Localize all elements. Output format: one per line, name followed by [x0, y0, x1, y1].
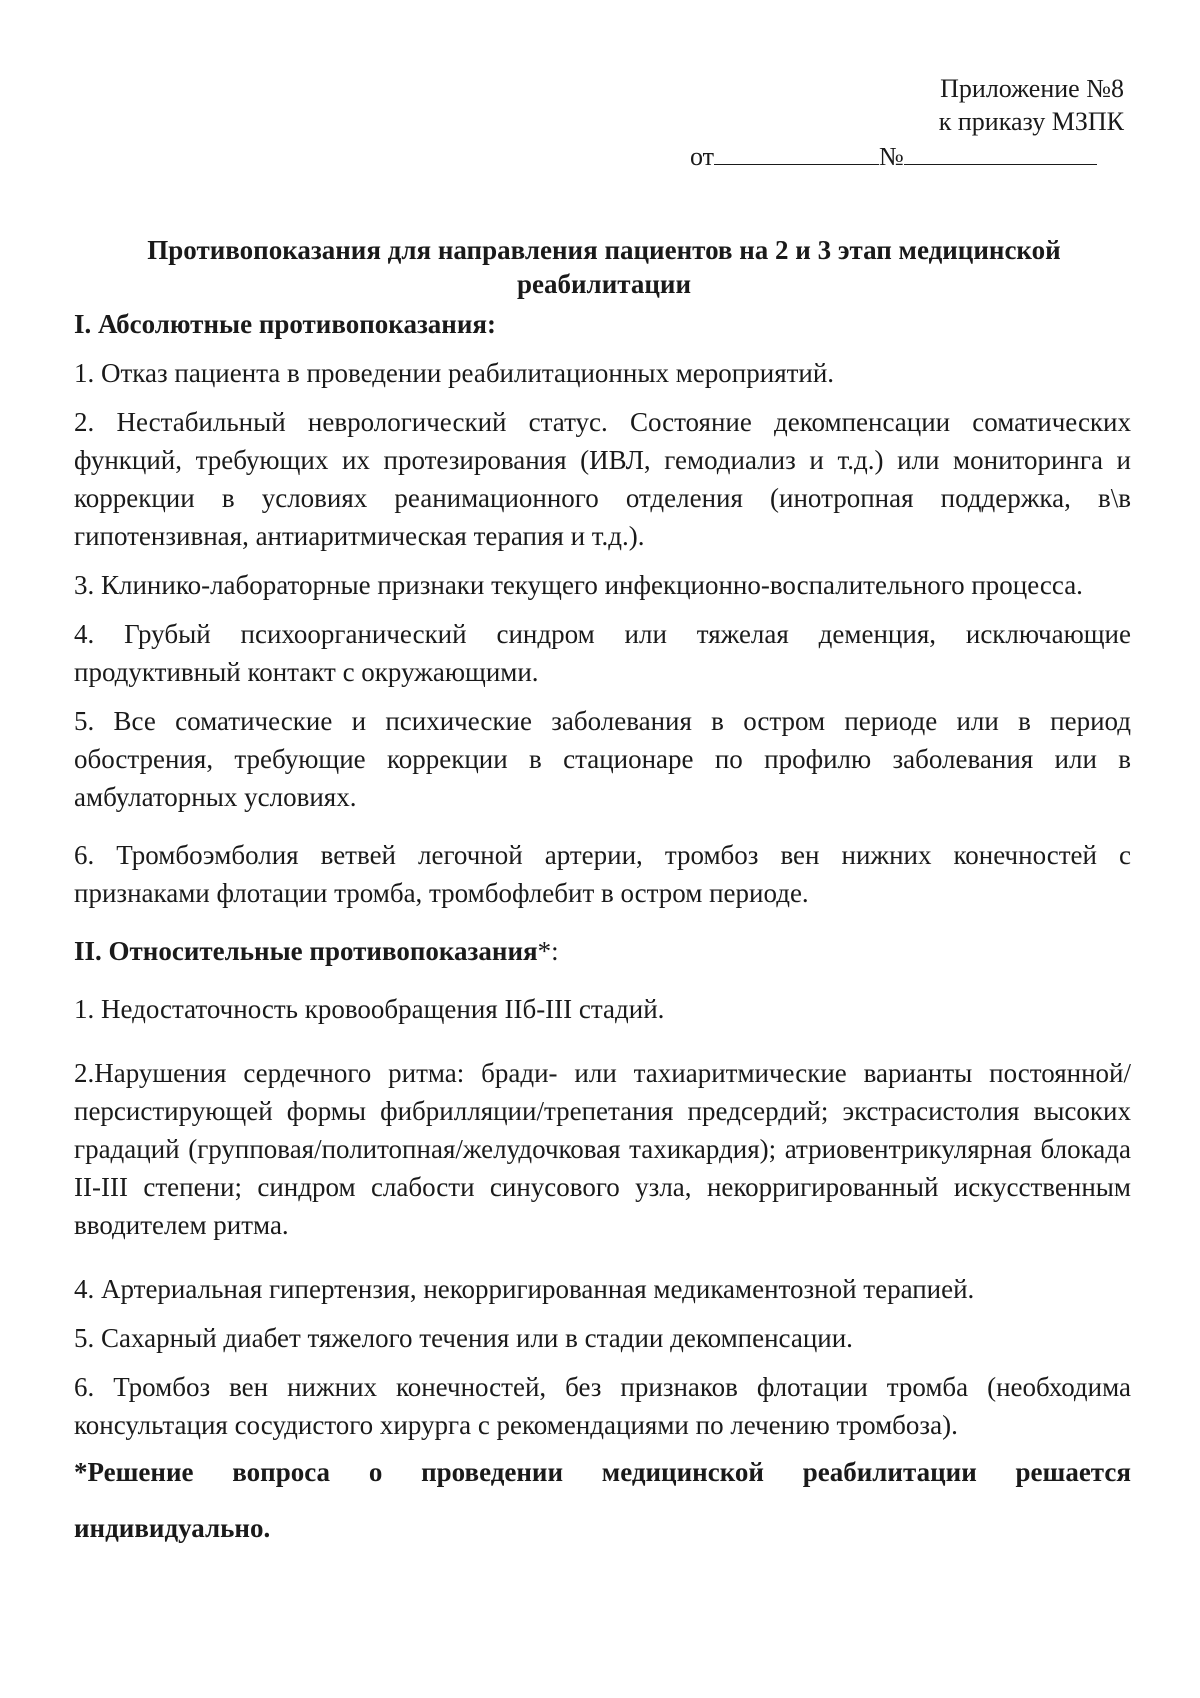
- absolute-item-5: 5. Все соматические и психические заболевания в остром периоде или в период обострения, требующие коррекции в стационаре по профилю заболевания или в амбулаторных условиях.: [74, 706, 1131, 812]
- absolute-item-3: 3. Клинико-лабораторные признаки текущего инфекционно-воспалительного процесса.: [74, 570, 1083, 600]
- section-absolute-heading: I. Абсолютные противопоказания:: [74, 309, 497, 339]
- date-blank: [714, 138, 879, 165]
- absolute-item-1: 1. Отказ пациента в проведении реабилитационных мероприятий.: [74, 358, 835, 388]
- document-body: [74, 305, 1131, 1556]
- appendix-number: Приложение №8: [940, 74, 1124, 103]
- relative-item-4: 4. Артериальная гипертензия, некорригированная медикаментозной терапией.: [74, 1274, 975, 1304]
- from-label: от: [690, 142, 715, 171]
- relative-item-1: 1. Недостаточность кровообращения IIб-III стадий.: [74, 994, 665, 1024]
- individual-decision-note: *Решение вопроса о проведении медицинской реабилитации решается индивидуально.: [74, 1457, 1131, 1543]
- absolute-item-4: 4. Грубый психоорганический синдром или тяжелая деменция, исключающие продуктивный контакт с окружающими.: [74, 619, 1131, 687]
- order-reference: к приказу МЗПК: [938, 107, 1124, 136]
- section-relative-heading-text: II. Относительные противопоказания: [74, 936, 538, 966]
- relative-item-6: 6. Тромбоз вен нижних конечностей, без признаков флотации тромба (необходима консультация сосудистого хирурга с рекомендациями по лечению тромбоза).: [74, 1372, 1131, 1440]
- absolute-item-6: 6. Тромбоэмболия ветвей легочной артерии, тромбоз вен нижних конечностей с признаками флотации тромба, тромбофлебит в остром периоде.: [74, 840, 1131, 908]
- order-date-number-line: [690, 138, 1133, 173]
- number-blank: [904, 138, 1097, 165]
- appendix-header: [939, 72, 1124, 138]
- absolute-item-2: 2. Нестабильный неврологический статус. Состояние декомпенсации соматических функций, требующих их протезирования (ИВЛ, гемодиализ и т.д.) или мониторинга и коррекции в условиях реанимационного отделения (инотропная поддержка, в\в гипотензивная, антиаритмическая терапия и т.д.).: [74, 407, 1131, 551]
- number-label: №: [879, 142, 904, 171]
- section-relative-heading: [74, 932, 1131, 970]
- section-relative-heading-mark: *:: [537, 936, 559, 966]
- document-title: Противопоказания для направления пациентов на 2 и 3 этап медицинской реабилитации: [147, 235, 1061, 299]
- relative-item-2: 2.Нарушения сердечного ритма: бради- или тахиаритмические варианты постоянной/ персистирующей формы фибрилляции/трепетания предсердий; экстрасистолия высоких градаций (групповая/политопная/желудочковая тахикардия); атриовентрикулярная блокада II-III степени; синдром слабости синусового узла, некорригированный искусственным вводителем ритма.: [74, 1058, 1131, 1240]
- relative-item-5: 5. Сахарный диабет тяжелого течения или в стадии декомпенсации.: [74, 1323, 853, 1353]
